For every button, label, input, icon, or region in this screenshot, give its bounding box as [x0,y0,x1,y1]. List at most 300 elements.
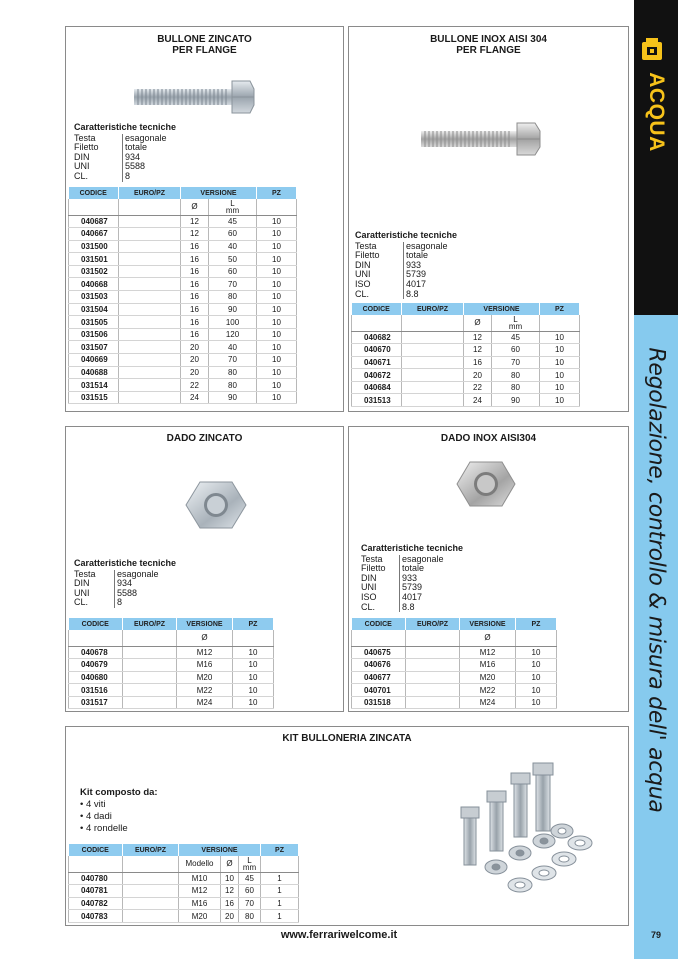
col-pz: PZ [516,618,557,630]
spec-key: CL. [74,170,89,181]
price-cell [119,265,181,278]
table-cell: 10 [233,659,274,672]
panel-title [349,34,628,56]
table-cell: 1 [261,897,299,910]
table-cell: 10 [233,696,274,709]
table-row [352,356,580,369]
panel-title-line2: PER FLANGE [456,45,521,56]
panel-dado-zincato [65,426,344,712]
table-cell: 10 [233,684,274,697]
panel-kit-bulloneria [65,726,629,926]
spec-key: Testa [74,132,96,143]
tech-specs-title: Caratteristiche tecniche [74,122,177,132]
table-cell: 10 [257,240,297,253]
table-cell: 10 [540,369,580,382]
subhead-length [239,856,261,872]
table-cell: 16 [221,897,239,910]
product-code: 040782 [69,897,123,910]
spec-value: 8 [114,598,122,608]
table-row [69,646,274,659]
table-row [69,696,274,709]
table-cell: M16 [179,897,221,910]
product-code: 031518 [352,696,406,709]
table-row [69,885,299,898]
table-cell: 10 [257,379,297,392]
table-row [69,341,297,354]
spec-key: DIN [361,572,377,583]
table-row [352,394,580,407]
subhead-empty [352,315,402,331]
table-cell: M20 [177,671,233,684]
col-versione: VERSIONE [460,618,516,630]
table-cell: 20 [464,369,492,382]
price-cell [123,872,179,885]
table-row [69,684,274,697]
tech-specs [74,559,176,608]
spec-key: UNI [74,161,90,172]
table-row [69,316,297,329]
product-code: 040701 [352,684,406,697]
subhead-empty [123,856,179,872]
price-cell [119,253,181,266]
table-cell: 60 [209,265,257,278]
spec-key: CL. [355,288,370,299]
table-cell: M16 [177,659,233,672]
inox-nut-image [455,459,517,509]
table-row [352,381,580,394]
water-tap-icon [639,36,667,64]
table-cell: 10 [257,228,297,241]
table-cell: 80 [239,910,261,923]
product-code: 040688 [69,366,119,379]
table-cell: 40 [209,341,257,354]
table-row [69,265,297,278]
tech-specs [361,544,463,612]
subhead-l: L [513,314,518,324]
subhead-diameter: Ø [464,315,492,331]
price-cell [123,696,177,709]
panel-dado-inox [348,426,629,712]
col-codice: CODICE [69,618,123,630]
product-code: 040780 [69,872,123,885]
subhead-empty [257,199,297,215]
product-code: 040667 [69,228,119,241]
price-cell [406,659,460,672]
product-code: 040675 [352,646,406,659]
subhead-modello: Modello [179,856,221,872]
spec-value: 4017 [399,593,422,603]
subhead-length [209,199,257,215]
zinc-nut-image [184,479,248,531]
spec-row [355,290,457,300]
table-cell: M12 [177,646,233,659]
table-cell: 80 [209,379,257,392]
table-row [69,659,274,672]
table-cell: 10 [233,671,274,684]
spec-key: Filetto [361,563,386,574]
panel-title-line1: BULLONE ZINCATO [157,34,252,45]
table-cell: 16 [181,253,209,266]
table-cell: 16 [181,265,209,278]
spec-value: 5739 [399,583,422,593]
spec-value: 934 [122,153,140,163]
price-cell [123,910,179,923]
price-cell [123,671,177,684]
col-euro: EURO/PZ [123,618,177,630]
spec-value: 4017 [403,280,426,290]
col-pz: PZ [540,303,580,315]
product-code: 040669 [69,354,119,367]
table-cell: 10 [257,291,297,304]
table-row [69,228,297,241]
product-code: 040677 [352,671,406,684]
price-cell [123,646,177,659]
price-cell [402,356,464,369]
spec-value: 8.8 [399,603,415,613]
table-cell: 50 [209,253,257,266]
table-cell: 10 [257,303,297,316]
tech-specs [355,231,457,299]
spec-key: UNI [74,587,90,598]
table-row [352,344,580,357]
spec-key: UNI [355,269,371,280]
subhead-empty [406,630,460,646]
subhead-empty [516,630,557,646]
table-cell: 60 [209,228,257,241]
table-cell: 10 [540,394,580,407]
table-cell: 10 [257,366,297,379]
table-cell: 70 [492,356,540,369]
table-row [352,684,557,697]
col-pz: PZ [257,187,297,199]
footer-website: www.ferrariwelcome.it [280,929,398,941]
table-cell: 12 [464,344,492,357]
subhead-empty [540,315,580,331]
spec-value: totale [122,143,147,153]
table-cell: 10 [257,328,297,341]
panel-title [66,34,343,56]
product-code: 031504 [69,303,119,316]
product-code: 040679 [69,659,123,672]
subhead-mm: mm [225,205,240,215]
product-table [68,187,297,404]
table-cell: 10 [516,671,557,684]
product-code: 031516 [69,684,123,697]
price-cell [402,344,464,357]
product-code: 031517 [69,696,123,709]
subhead-mm: mm [508,321,523,331]
spec-key: ISO [355,278,371,289]
product-code: 040671 [352,356,402,369]
price-cell [402,381,464,394]
product-table [351,618,557,709]
table-cell: 12 [221,885,239,898]
table-cell: 16 [181,316,209,329]
table-cell: 45 [209,215,257,228]
table-cell: 1 [261,885,299,898]
col-euro: EURO/PZ [406,618,460,630]
table-cell: 10 [257,341,297,354]
spec-row [74,589,176,599]
table-cell: 80 [209,366,257,379]
table-row [69,215,297,228]
product-code: 040783 [69,910,123,923]
product-code: 031507 [69,341,119,354]
price-cell [119,215,181,228]
table-row [69,303,297,316]
product-table [68,844,299,923]
product-code: 040687 [69,215,119,228]
table-cell: 22 [181,379,209,392]
product-code: 031502 [69,265,119,278]
spec-value: esagonale [399,555,444,565]
table-cell: 1 [261,872,299,885]
price-cell [119,240,181,253]
subhead-length [492,315,540,331]
table-row [69,240,297,253]
price-cell [119,391,181,404]
product-code: 040781 [69,885,123,898]
price-cell [119,379,181,392]
table-cell: M10 [179,872,221,885]
table-cell: 10 [257,354,297,367]
subhead-l: L [247,855,252,865]
panel-title-line2: PER FLANGE [172,45,237,56]
table-cell: 10 [257,316,297,329]
price-cell [119,291,181,304]
col-euro: EURO/PZ [402,303,464,315]
spec-value: esagonale [403,242,448,252]
table-cell: M22 [460,684,516,697]
table-cell: M20 [460,671,516,684]
table-cell: 10 [257,265,297,278]
spec-value: esagonale [114,570,159,580]
table-cell: 90 [209,303,257,316]
product-code: 040680 [69,671,123,684]
price-cell [123,684,177,697]
table-cell: 16 [181,240,209,253]
zinc-bolt-image [132,77,256,117]
spec-value: 8 [122,172,130,182]
tech-specs [74,123,176,182]
tech-specs-title: Caratteristiche tecniche [74,558,177,568]
product-code: 040678 [69,646,123,659]
spec-value: 5739 [403,270,426,280]
table-cell: 10 [257,215,297,228]
subhead-empty [233,630,274,646]
price-cell [119,341,181,354]
kit-item: • 4 rondelle [80,823,128,834]
spec-key: Testa [355,240,377,251]
table-row [69,291,297,304]
spec-value: totale [403,251,428,261]
spec-key: Testa [74,568,96,579]
subhead-diameter: Ø [460,630,516,646]
spec-key: UNI [361,582,377,593]
price-cell [123,885,179,898]
table-cell: M24 [177,696,233,709]
table-cell: 12 [181,228,209,241]
table-cell: 1 [261,910,299,923]
product-table [351,303,580,407]
table-cell: 70 [209,354,257,367]
subhead-empty [69,630,123,646]
product-code: 031505 [69,316,119,329]
table-cell: M22 [177,684,233,697]
table-cell: 10 [540,331,580,344]
subhead-l: L [230,198,235,208]
spec-key: CL. [361,601,376,612]
col-versione: VERSIONE [179,844,261,856]
price-cell [119,366,181,379]
table-row [69,278,297,291]
col-euro: EURO/PZ [123,844,179,856]
col-codice: CODICE [69,187,119,199]
subhead-empty [402,315,464,331]
product-code: 031503 [69,291,119,304]
spec-key: DIN [355,259,371,270]
kit-contents-title: Kit composto da: [80,787,158,798]
spec-row [74,172,176,182]
subhead-empty [261,856,299,872]
table-cell: 10 [540,381,580,394]
table-cell: 10 [516,684,557,697]
spec-value: esagonale [122,134,167,144]
table-cell: M12 [460,646,516,659]
spec-value: 8.8 [403,290,419,300]
table-cell: M12 [179,885,221,898]
panel-title: DADO INOX AISI304 [440,433,537,444]
spec-value: 5588 [122,162,145,172]
table-row [352,331,580,344]
table-cell: 80 [492,369,540,382]
table-cell: 10 [540,344,580,357]
table-cell: 20 [181,366,209,379]
price-cell [123,897,179,910]
table-cell: M20 [179,910,221,923]
table-cell: 10 [233,646,274,659]
subhead-empty [69,199,119,215]
bolt-kit-image [452,761,612,901]
product-code: 040668 [69,278,119,291]
table-cell: 16 [181,278,209,291]
table-cell: 16 [181,328,209,341]
spec-key: Testa [361,553,383,564]
table-row [69,366,297,379]
spec-value: totale [399,564,424,574]
panel-title: KIT BULLONERIA ZINCATA [282,733,412,744]
price-cell [123,659,177,672]
table-row [69,910,299,923]
price-cell [402,331,464,344]
spec-row [74,598,176,608]
product-code: 040676 [352,659,406,672]
table-cell: 24 [181,391,209,404]
table-cell: 12 [464,331,492,344]
table-cell: 20 [181,354,209,367]
table-cell: 40 [209,240,257,253]
subhead-empty [119,199,181,215]
product-code: 031515 [69,391,119,404]
col-euro: EURO/PZ [119,187,181,199]
price-cell [119,354,181,367]
product-table [68,618,274,709]
table-row [69,671,274,684]
table-cell: 22 [464,381,492,394]
spec-key: CL. [74,597,89,608]
table-row [69,253,297,266]
table-row [69,872,299,885]
table-cell: 10 [221,872,239,885]
table-cell: 70 [209,278,257,291]
price-cell [406,696,460,709]
price-cell [119,228,181,241]
table-cell: 16 [181,303,209,316]
subhead-mm: mm [242,862,257,872]
col-codice: CODICE [352,303,402,315]
table-row [352,696,557,709]
table-cell: M16 [460,659,516,672]
table-cell: 24 [464,394,492,407]
subhead-diameter: Ø [221,856,239,872]
price-cell [402,394,464,407]
spec-key: Filetto [74,142,99,153]
spec-key: DIN [74,151,90,162]
table-cell: 10 [516,646,557,659]
table-cell: 20 [181,341,209,354]
col-versione: VERSIONE [181,187,257,199]
subhead-empty [123,630,177,646]
subhead-diameter: Ø [181,199,209,215]
table-row [69,391,297,404]
table-cell: 80 [492,381,540,394]
price-cell [406,646,460,659]
panel-title-line1: BULLONE INOX AISI 304 [430,34,547,45]
spec-value: 933 [399,574,417,584]
subhead-empty [69,856,123,872]
product-code: 040672 [352,369,402,382]
spec-value: 934 [114,579,132,589]
table-cell: 45 [239,872,261,885]
col-pz: PZ [233,618,274,630]
table-cell: M24 [460,696,516,709]
table-row [69,354,297,367]
sidebar-section-title: Regolazione, controllo & misura dell' acqua [643,347,669,813]
product-code: 040670 [352,344,402,357]
col-versione: VERSIONE [177,618,233,630]
price-cell [406,684,460,697]
price-cell [119,278,181,291]
table-cell: 10 [516,659,557,672]
spec-key: Filetto [355,250,380,261]
product-code: 040682 [352,331,402,344]
table-cell: 10 [540,356,580,369]
kit-contents [80,787,158,835]
spec-row [361,603,463,613]
spec-key: ISO [361,591,377,602]
table-cell: 70 [239,897,261,910]
table-cell: 10 [257,391,297,404]
kit-item: • 4 viti [80,799,106,810]
spec-value: 933 [403,261,421,271]
table-row [69,328,297,341]
col-versione: VERSIONE [464,303,540,315]
product-code: 031500 [69,240,119,253]
table-cell: 10 [516,696,557,709]
table-cell: 20 [221,910,239,923]
table-cell: 90 [209,391,257,404]
table-row [69,379,297,392]
